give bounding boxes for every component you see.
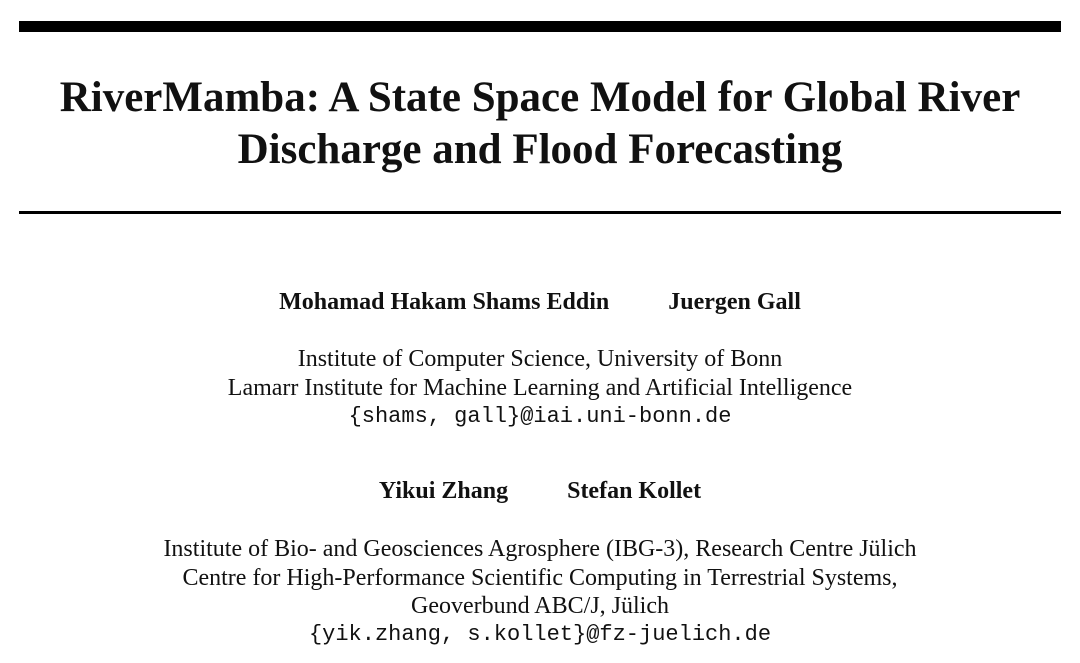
affiliation-line: Institute of Bio- and Geosciences Agrosphere (IBG-3), Research Centre Jülich (163, 536, 917, 562)
affiliation-line: Geoverbund ABC/J, Jülich (411, 593, 669, 619)
author-group-2 (0, 476, 1080, 506)
paper-title-line-2: Discharge and Flood Forecasting (237, 126, 843, 173)
author-email: {shams, gall}@iai.uni-bonn.de (348, 404, 732, 429)
paper-title-line-1: RiverMamba: A State Space Model for Global River (59, 74, 1021, 121)
author-group-1 (0, 287, 1080, 317)
author-name: Mohamad Hakam Shams Eddin (279, 289, 610, 315)
author-name: Juergen Gall (668, 289, 801, 315)
affiliation-line: Institute of Computer Science, University of Bonn (297, 346, 783, 372)
author-name: Yikui Zhang (378, 478, 509, 504)
affiliation-line: Centre for High-Performance Scientific Computing in Terrestrial Systems, (182, 565, 898, 591)
top-rule (19, 21, 1061, 32)
title-bottom-rule (19, 211, 1061, 214)
author-email: {yik.zhang, s.kollet}@fz-juelich.de (308, 622, 772, 647)
affiliation-line: Lamarr Institute for Machine Learning and Artificial Intelligence (227, 375, 853, 401)
author-name: Stefan Kollet (567, 478, 702, 504)
